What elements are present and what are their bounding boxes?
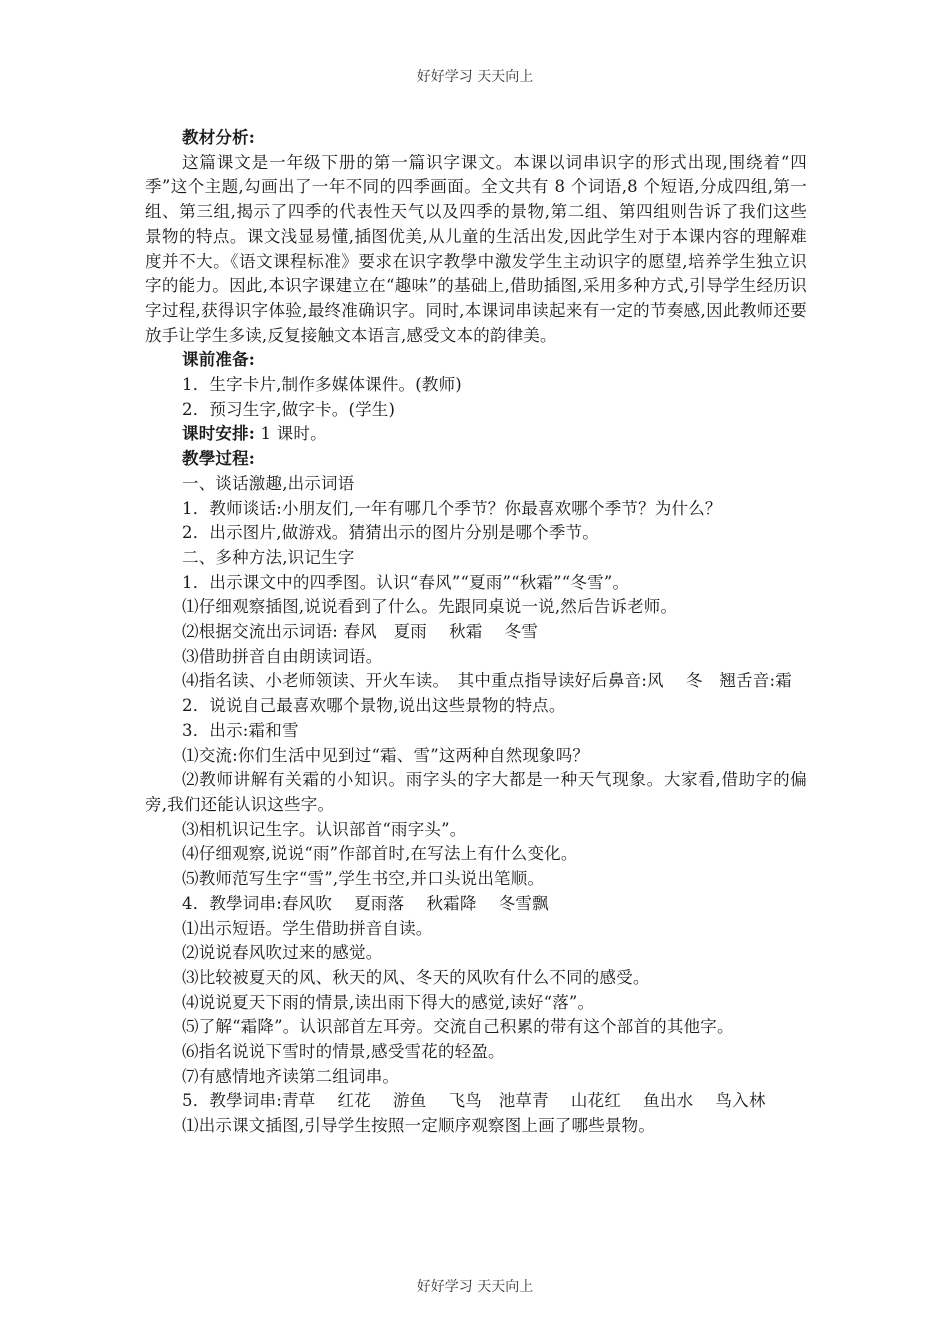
prep-item-2: 2．预习生字,做字卡。(学生) xyxy=(182,399,396,419)
schedule-label: 课时安排: xyxy=(182,424,256,444)
analysis-paragraph: 这篇课文是一年级下册的第一篇识字课文。本课以词串识字的形式出现,围绕着“四季”这个主题,勾画出了一年不同的四季画面。全文共有 8 个词语,8 个短语,分成四组,第一组、第三组,揭示了四季的代表性天气以及四季的景物,第二组、第四组则告诉了我们这些景物的特点。课文浅显易懂,插图优美,从儿童的生活出发,因此学生对于本课内容的理解难度并不大。《语文课程标准》要求在识字教學中激发学生主动识字的愿望,培养学生独立识字的能力。因此,本识字课建立在“趣味”的基础上,借助插图,采用多种方式,引导学生经历识字过程,获得识字体验,最终准确识字。同时,本课词串读起来有一定的节奏感,因此教师还要放手让学生多读,反复接触文本语言,感受文本的韵律美。 xyxy=(145,152,807,345)
process-line: ⑷指名读、小老师领读、开火车读。 其中重点指导读好后鼻音:风 冬 翘舌音:霜 xyxy=(182,671,792,691)
page-header: 好好学习 天天向上 xyxy=(416,69,534,85)
process-line: 4．教學词串:春风吹 夏雨落 秋霜降 冬雪飘 xyxy=(182,893,549,913)
prep-title: 课前准备: xyxy=(182,350,256,370)
process-line: 1．出示课文中的四季图。认识“春风”“夏雨”“秋霜”“冬雪”。 xyxy=(182,572,630,592)
process-line: 二、多种方法,识记生字 xyxy=(182,547,355,567)
analysis-title: 教材分析: xyxy=(182,128,256,147)
schedule-value: 1 课时。 xyxy=(255,424,327,444)
process-line: ⑸教师范写生字“雪”,学生书空,并口头说出笔顺。 xyxy=(182,869,545,889)
process-line: ⑹指名说说下雪时的情景,感受雪花的轻盈。 xyxy=(182,1042,505,1062)
process-line: ⑴出示短语。学生借助拼音自读。 xyxy=(182,918,433,938)
process-line: ⑶借助拼音自由朗读词语。 xyxy=(182,646,383,666)
process-line: 2．说说自己最喜欢哪个景物,说出这些景物的特点。 xyxy=(182,696,566,716)
page-footer: 好好学习 天天向上 xyxy=(416,1279,534,1295)
process-line: 2．出示图片,做游戏。猜猜出示的图片分别是哪个季节。 xyxy=(182,523,599,543)
process-line: 3．出示:霜和雪 xyxy=(182,720,299,740)
process-line: ⑶相机识记生字。认识部首“雨字头”。 xyxy=(182,819,467,839)
schedule-line xyxy=(145,422,807,447)
process-line: ⑵说说春风吹过来的感觉。 xyxy=(182,943,383,963)
document-body xyxy=(145,126,807,1139)
process-line: ⑶比较被夏天的风、秋天的风、冬天的风吹有什么不同的感受。 xyxy=(182,967,650,987)
process-line: ⑷仔细观察,说说“雨”作部首时,在写法上有什么变化。 xyxy=(182,844,578,864)
process-line: 1．教师谈话:小朋友们,一年有哪几个季节？你最喜欢哪个季节？为什么？ xyxy=(182,498,722,518)
process-title: 教學过程: xyxy=(182,449,256,469)
process-line: ⑵教师讲解有关霜的小知识。雨字头的字大都是一种天气现象。大家看,借助字的偏旁,我们还能认识这些字。 xyxy=(145,770,807,814)
process-line: ⑵根据交流出示词语: 春风 夏雨 秋霜 冬雪 xyxy=(182,622,539,642)
process-line: ⑷说说夏天下雨的情景,读出雨下得大的感觉,读好“落”。 xyxy=(182,992,595,1012)
process-line: 5．教學词串:青草 红花 游鱼 飞鸟 池草青 山花红 鱼出水 鸟入林 xyxy=(182,1091,766,1111)
process-line: ⑺有感情地齐读第二组词串。 xyxy=(182,1066,400,1086)
process-line: ⑴交流:你们生活中见到过“霜、雪”这两种自然现象吗？ xyxy=(182,745,590,765)
process-line: ⑴出示课文插图,引导学生按照一定顺序观察图上画了哪些景物。 xyxy=(182,1116,656,1136)
prep-item-1: 1．生字卡片,制作多媒体课件。(教师) xyxy=(182,375,462,395)
process-line: ⑴仔细观察插图,说说看到了什么。先跟同桌说一说,然后告诉老师。 xyxy=(182,597,678,617)
process-line: 一、谈话激趣,出示词语 xyxy=(182,473,355,493)
process-line: ⑸了解“霜降”。认识部首左耳旁。交流自己积累的带有这个部首的其他字。 xyxy=(182,1017,734,1037)
